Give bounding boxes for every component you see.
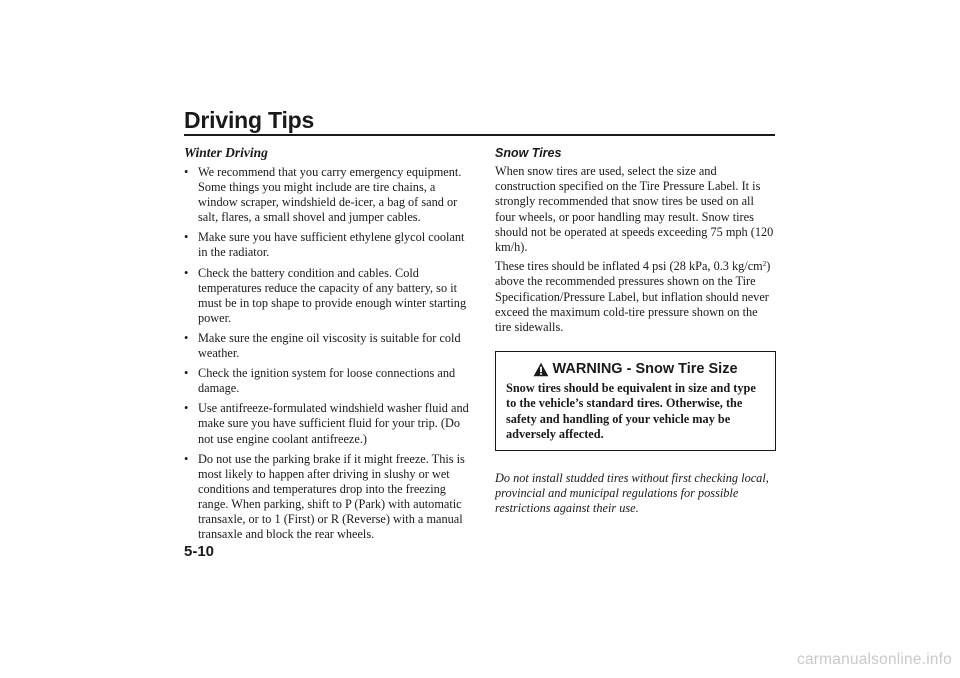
warning-body: Snow tires should be equivalent in size and type to the vehicle’s standard tires. Otherwise, the safety and handling of your vehicle may be adversely affected. [506, 381, 756, 441]
studded-tires-note: Do not install studded tires without first checking local, provincial and municipal regulations for possible restrictions against their use. [495, 471, 769, 516]
bullet-icon: • [184, 401, 189, 416]
winter-driving-list [184, 165, 469, 542]
list-item [184, 266, 469, 326]
list-item-text: We recommend that you carry emergency equipment. Some things you might include are tire chains, a window scraper, windshield de-icer, a bag of sand or salt, flares, a small shovel and jumper cables. [198, 165, 462, 225]
inflation-paragraph [495, 259, 776, 335]
warning-box [495, 351, 776, 451]
list-item [184, 452, 469, 543]
inflation-text-start: These tires should be inflated 4 psi (28 kPa, 0.3 kg/cm [495, 259, 763, 274]
warning-triangle-icon [533, 362, 549, 377]
title-divider [184, 134, 775, 136]
superscript-2: 2 [762, 260, 767, 269]
list-item [184, 230, 469, 260]
list-item-text: Do not use the parking brake if it might freeze. This is most likely to happen after driving in slushy or wet conditions and temperatures drop into the freezing range. When parking, shift to P (Park) with automatic transaxle, or to 1 (First) or R (Reverse) with a manual transaxle and block the rear wheels. [198, 451, 465, 542]
snow-tires-heading: Snow Tires [495, 146, 562, 160]
list-item [184, 401, 469, 446]
warning-title: WARNING - Snow Tire Size [552, 361, 738, 378]
list-item [184, 331, 469, 361]
bullet-icon: • [184, 230, 189, 245]
bullet-icon: • [184, 451, 189, 466]
winter-driving-column [184, 145, 469, 547]
list-item-text: Make sure you have sufficient ethylene glycol coolant in the radiator. [198, 230, 465, 260]
bullet-icon: • [184, 165, 189, 179]
list-item-text: Use antifreeze-formulated windshield washer fluid and make sure you have sufficient fluid for your trip. (Do not use engine coolant antifreeze.) [198, 401, 469, 446]
winter-driving-heading: Winter Driving [184, 145, 268, 160]
page-title: Driving Tips [184, 107, 315, 133]
list-item [184, 366, 469, 396]
watermark: carmanualsonline.info [797, 651, 952, 668]
snow-tires-column [495, 145, 776, 517]
page-number: 5-10 [184, 543, 215, 560]
snow-tires-paragraph: When snow tires are used, select the size and construction specified on the Tire Pressure Label. It is strongly recommended that snow tires be used on all four wheels, or poor handling may result. Snow tires should not be operated at speeds exceeding 75 mph (120 km/h). [495, 164, 774, 255]
bullet-icon: • [184, 330, 189, 345]
list-item-text: Check the battery condition and cables. Cold temperatures reduce the capacity of any battery, so it must be in top shape to provide enough winter starting power. [198, 265, 467, 325]
inflation-text-end: ) above the recommended pressures shown on the Tire Specification/Pressure Label, but inflation should never exceed the maximum cold-tire pressure shown on the tire sidewalls. [495, 259, 771, 335]
list-item-text: Check the ignition system for loose connections and damage. [198, 366, 456, 396]
warning-header [506, 360, 765, 378]
list-item [184, 165, 469, 225]
bullet-icon: • [184, 265, 189, 280]
bullet-icon: • [184, 366, 189, 381]
list-item-text: Make sure the engine oil viscosity is suitable for cold weather. [198, 330, 461, 361]
